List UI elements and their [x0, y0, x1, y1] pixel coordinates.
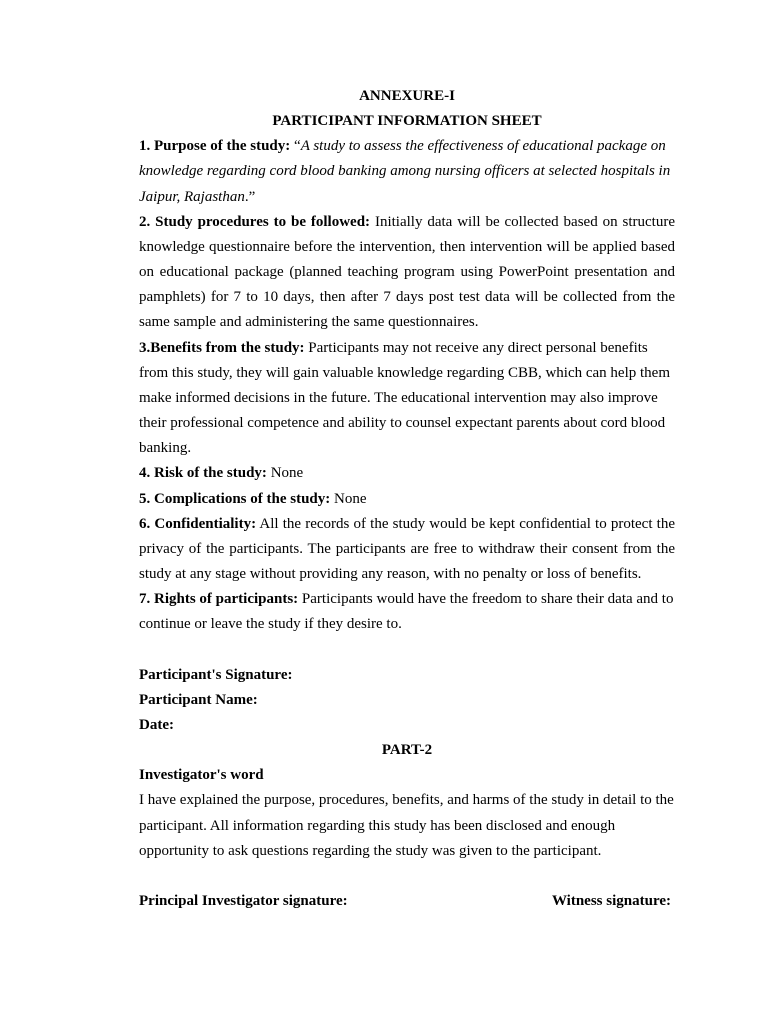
witness-signature-label: Witness signature: [551, 892, 671, 909]
procedures-label: 2. Study procedures to be followed: [139, 213, 371, 230]
complications-paragraph [139, 487, 675, 512]
sheet-title: PARTICIPANT INFORMATION SHEET [272, 113, 542, 130]
purpose-open-quote: “ [290, 138, 301, 155]
benefits-text: Participants may not receive any direct personal benefits from this study, they will gain valuable knowledge regarding CBB, which can help them make informed decisions in the future. The educational intervention may also improve their professional competence and ability to counsel expectant parents about cord blood banking. [139, 339, 670, 457]
purpose-close-quote: .” [244, 188, 256, 205]
risk-text: None [266, 465, 304, 482]
benefits-paragraph [139, 336, 675, 462]
risk-label: 4. Risk of the study: [139, 465, 267, 482]
participant-signature-label: Participant's Signature: [139, 666, 293, 683]
complications-label: 5. Complications of the study: [139, 490, 331, 507]
confidentiality-paragraph [139, 512, 675, 587]
confidentiality-text: All the records of the study would be kept confidential to protect the privacy of the participants. The participants are free to withdraw their consent from the study at any stage without providing any reason, with no penalty or loss of benefits. [139, 515, 675, 582]
rights-text: Participants would have the freedom to share their data and to continue or leave the study if they desire to. [139, 591, 674, 633]
date-label: Date: [139, 716, 174, 733]
purpose-label: 1. Purpose of the study: [139, 138, 291, 155]
purpose-paragraph [139, 134, 675, 209]
benefits-label: 3.Benefits from the study: [139, 339, 305, 356]
spacer [139, 637, 675, 662]
procedures-text: Initially data will be collected based on structure knowledge questionnaire before the intervention, then intervention will be applied based on educational package (planned teaching program using PowerPoint presentation and pamphlets) for 7 to 10 days, then after 7 days post test data will be collected from the same sample and administering the same questionnaires. [139, 213, 675, 331]
part2-heading: PART-2 [381, 742, 433, 759]
spacer [139, 864, 675, 889]
participant-name-label: Participant Name: [139, 691, 258, 708]
confidentiality-label: 6. Confidentiality: [139, 515, 257, 532]
risk-paragraph [139, 461, 675, 486]
annexure-heading: ANNEXURE-I [359, 88, 455, 104]
purpose-study-title: A study to assess the effectiveness of educational package on knowledge regarding cord blood banking among nursing officers at selected hospitals in Jaipur, Rajasthan [139, 138, 671, 205]
document-body [139, 84, 675, 914]
procedures-paragraph [139, 210, 675, 336]
rights-paragraph [139, 587, 675, 637]
signature-row [139, 889, 675, 914]
rights-label: 7. Rights of participants: [139, 591, 299, 608]
pi-signature-label: Principal Investigator signature: [139, 892, 348, 909]
investigator-heading: Investigator's word [139, 767, 264, 784]
complications-text: None [330, 490, 367, 507]
investigator-statement: I have explained the purpose, procedures, benefits, and harms of the study in detail to the participant. All information regarding this study has been disclosed and enough opportunity to ask questions regarding the study was given to the participant. [139, 792, 674, 859]
